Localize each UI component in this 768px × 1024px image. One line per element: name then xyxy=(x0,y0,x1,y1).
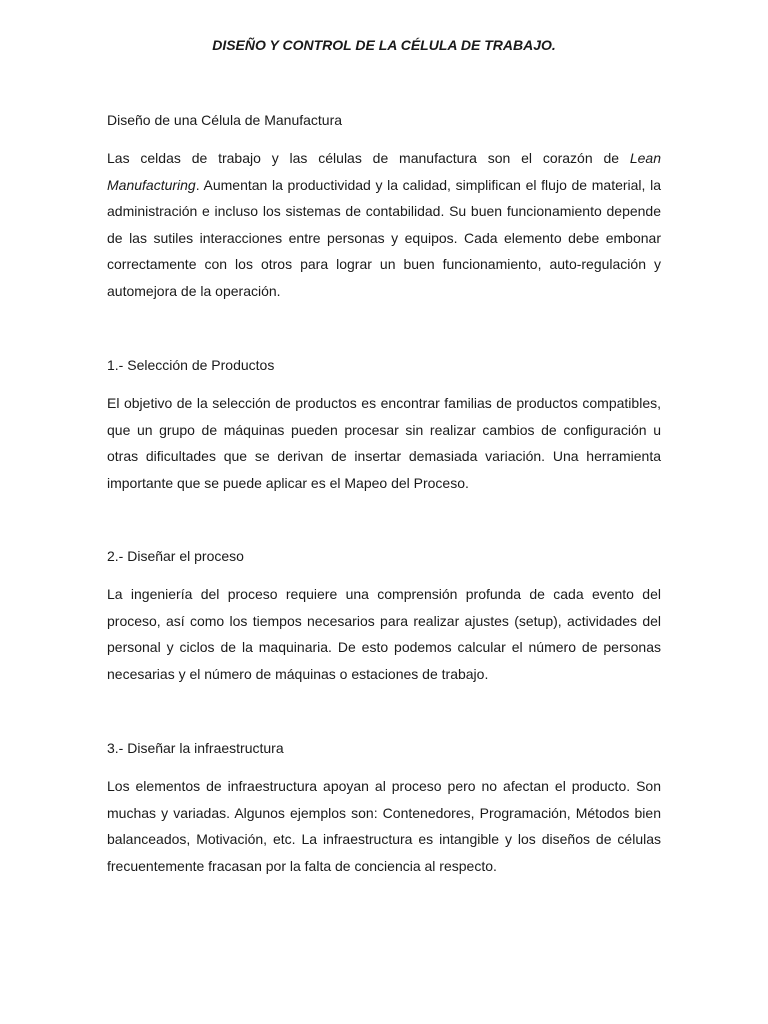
section-paragraph-cell-design xyxy=(107,145,661,304)
section-heading-process-design: 2.- Diseñar el proceso xyxy=(107,548,244,564)
section-paragraph-product-selection: El objetivo de la selección de productos es encontrar familias de productos compatibles, que un grupo de máquinas pueden procesar sin realizar cambios de configuración u otras dificultades que se derivan de insertar demasiada variación. Una herramienta importante que se puede aplicar es el Mapeo del Proceso. xyxy=(107,395,661,491)
paragraph-text: . Aumentan la productividad y la calidad, simplifican el flujo de material, la administración e incluso los sistemas de contabilidad. Su buen funcionamiento depende de las sutiles interacciones entre personas y equipos. Cada elemento debe embonar correctamente con los otros para lograr un buen funcionamiento, auto-regulación y automejora de la operación. xyxy=(107,176,661,299)
section-paragraph-process-design: La ingeniería del proceso requiere una comprensión profunda de cada evento del proceso, así como los tiempos necesarios para realizar ajustes (setup), actividades del personal y ciclos de la maquinaria. De esto podemos calcular el número de personas necesarias y el número de máquinas o estaciones de trabajo. xyxy=(107,586,661,682)
paragraph-text: Las celdas de trabajo y las células de manufactura son el corazón de xyxy=(107,150,630,166)
section-heading-product-selection: 1.- Selección de Productos xyxy=(107,357,275,373)
section-paragraph-infrastructure-design: Los elementos de infraestructura apoyan al proceso pero no afectan el producto. Son muchas y variadas. Algunos ejemplos son: Contenedores, Programación, Métodos bien balanceados, Motivación, etc. La infraestructura es intangible y los diseños de células frecuentemente fracasan por la falta de conciencia al respecto. xyxy=(107,778,661,874)
section-heading-cell-design: Diseño de una Célula de Manufactura xyxy=(107,112,343,128)
section-heading-infrastructure-design: 3.- Diseñar la infraestructura xyxy=(107,740,284,756)
paragraph-italic-text: Lean Manufacturing xyxy=(107,150,661,193)
document-title: DISEÑO Y CONTROL DE LA CÉLULA DE TRABAJO. xyxy=(212,37,556,53)
